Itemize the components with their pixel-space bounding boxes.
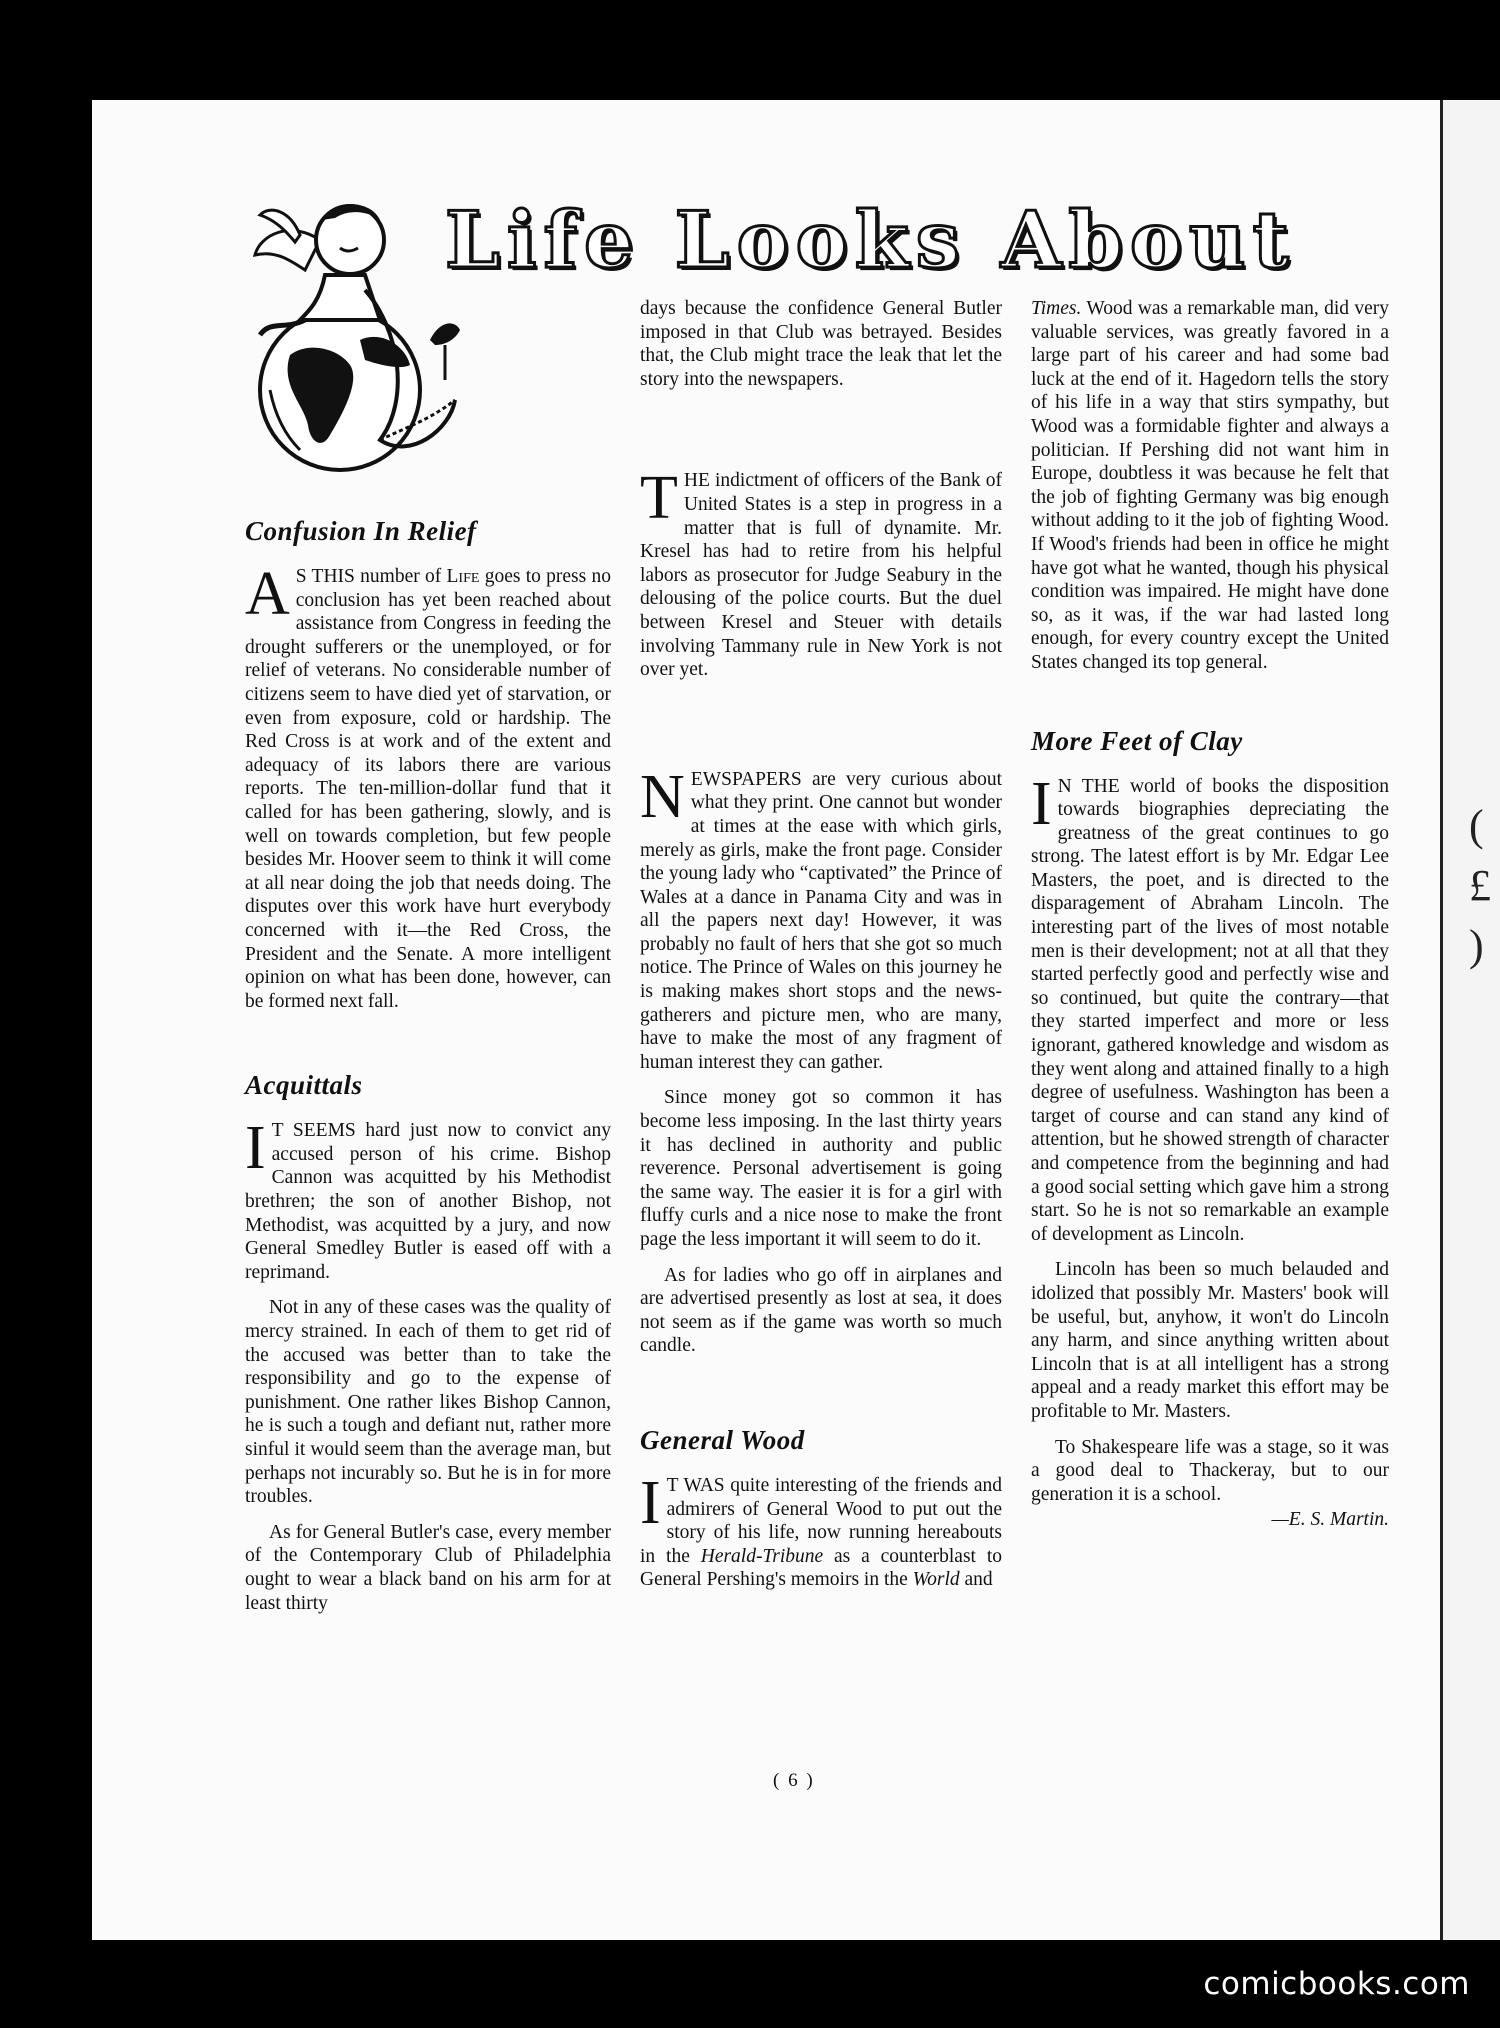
author-signature: —E. S. Martin. [1271,1509,1389,1531]
newspapers-paragraph: Since money got so common it has become less imposing. In the last thirty years it has declined in authority and public reverence. Personal advertisement is going the same way. The easier it is for a girl with fluffy curls and a nice nose to make the front page the less important it will seem to do it. [640,1087,1002,1250]
drop-cap: T [640,464,678,533]
masthead-title: Life Looks About [445,195,1296,286]
section-heading-acquittals: Acquittals [245,1070,363,1101]
general-wood-paragraph: I T WAS quite interesting of the friends and admirers of General Wood to put out the story of his life, now running hereabouts in the Herald-Tribune as a counterblast to General Pershing's memoirs in the World and [640,1468,1002,1591]
drop-cap: I [640,1468,661,1537]
clay-paragraph: To Shakespeare life was a stage, so it was a good deal to Thackeray, but to our generation it is a school. [1031,1436,1389,1505]
newspapers-paragraph: As for ladies who go off in airplanes and are advertised presently as lost at sea, it does not seem as if the game was worth so much candle. [640,1264,1002,1357]
section-heading-general-wood: General Wood [640,1424,805,1455]
column-2 [640,297,1002,1592]
newspapers-paragraph: NEWSPAPERS are very curious about what they print. One cannot but wonder at times at the ease with which girls, merely as girls, make the front page. Consider the young lady who “captivated” the Prince of Wales at a dance in Panama City and was in all the papers next day! However, it was probably no fault of hers that she got so much notice. The Prince of Wales on this journey he is making makes short stops and the news-gatherers and picture men, who are many, have to make the most of any fragment of human interest they can gather. [640,762,1002,1073]
drop-cap: I [245,1114,266,1183]
general-wood-continued: Times. Wood was a remarkable man, did very valuable services, was greatly favored in a large part of his career and had some bad luck at the end of it. Hagedorn tells the story of his life in a way that stirs sympathy, but Wood was a formidable fighter and always a politician. If Pershing did not want him in Europe, doubtless it was because he felt that the job of fighting Germany was big enough without adding to it the job of fighting Wood. If Wood's friends had been in office he might have got what he wanted, though his physical condition was impaired. He might have done so, as it was, if the war had lasted long enough, for every country except the United States changed its top general. [1031,298,1389,673]
column-1 [245,515,611,1615]
section-heading-confusion: Confusion In Relief [245,516,477,546]
page-number: ( 6 ) [773,1770,815,1791]
section-heading-clay: More Feet of Clay [1031,725,1243,756]
drop-cap: A [245,560,290,628]
drop-cap: I [1031,769,1052,838]
adjacent-page-edge: ( £ ) [1440,100,1500,1940]
clay-paragraph: Lincoln has been so much belauded and idolized that possibly Mr. Masters' book will be useful, but, anyhow, it won't do Lincoln any harm, and since anything written about Lincoln that is at all intelligent has a strong appeal and a ready market this effort may be profitable to Mr. Masters. [1031,1259,1389,1422]
confusion-paragraph: A S THIS number of Life goes to press no conclusion has yet been reached about assistance from Congress in feeding the drought sufferers or the unemployed, or for relief of veterans. No considerable number of citizens seem to have died yet of starvation, or even from exposure, cold or hardship. The Red Cross is at work and of the extent and adequacy of its labors there are various reports. The ten-million-dollar fund that it called for has been gathering, slowly, and is well on towards completion, but few people besides Mr. Hoover seem to think it will come at all near doing the job that needs doing. The disputes over this work have hurt everybody concerned with it—the Red Cross, the President and the Senate. A more intelligent opinion on what has been done, however, can be formed next fall. [245,560,611,1012]
acquittals-continued: days because the confidence General Butler imposed in that Club was betrayed. Besides that, the Club might trace the leak that let the story into the newspapers. [640,298,1002,390]
clay-paragraph: I N THE world of books the disposition towards biographies depreciating the greatness of the great continues to go strong. The latest effort is by Mr. Edgar Lee Masters, the poet, and is directed to the disparagement of Abraham Lincoln. The interesting part of the lives of most notable men is their development; not at all that they started perfectly good and perfectly wise and so continued, but quite the contrary—that they started imperfect and more or less ignorant, gathered knowledge and wisdom as they went along and attained finally to a high degree of usefulness. Washington has been a target of course and can stand any kind of attention, but he showed strength of character and competence from the beginning and had a good social setting which gave him a strong start. So he is not so remarkable an example of development as Lincoln. [1031,769,1389,1245]
watermark: comicbooks.com [1203,1966,1470,2002]
acquittals-paragraph: I T SEEMS hard just now to convict any accused person of his crime. Bishop Cannon was acquitted by his Methodist brethren; the son of another Bishop, not Methodist, was acquitted by a jury, and now General Smedley Butler is eased off with a reprimand. [245,1114,611,1283]
drop-cap: N [640,762,685,831]
acquittals-paragraph: Not in any of these cases was the quality of mercy strained. In each of them to get rid of the accused was better than to take the responsibility and go to the expense of punishment. One rather likes Bishop Cannon, he is such a tough and defiant nut, rather more sinful it would seem than the average man, but perhaps not incurably so. But he is in for more troubles. [245,1297,611,1508]
acquittals-paragraph: As for General Butler's case, every member of the Contemporary Club of Philadelphia ought to wear a black band on his arm for at least thirty [245,1521,611,1614]
indictment-paragraph: THE indictment of officers of the Bank of United States is a step in progress in a matter that is full of dynamite. Mr. Kresel has had to retire from his helpful labors as prosecutor for Judge Seabury in the delousing of the police courts. But the duel between Kresel and Steuer with details involving Tammany rule in New York is not over yet. [640,464,1002,681]
column-3 [1031,297,1389,1532]
